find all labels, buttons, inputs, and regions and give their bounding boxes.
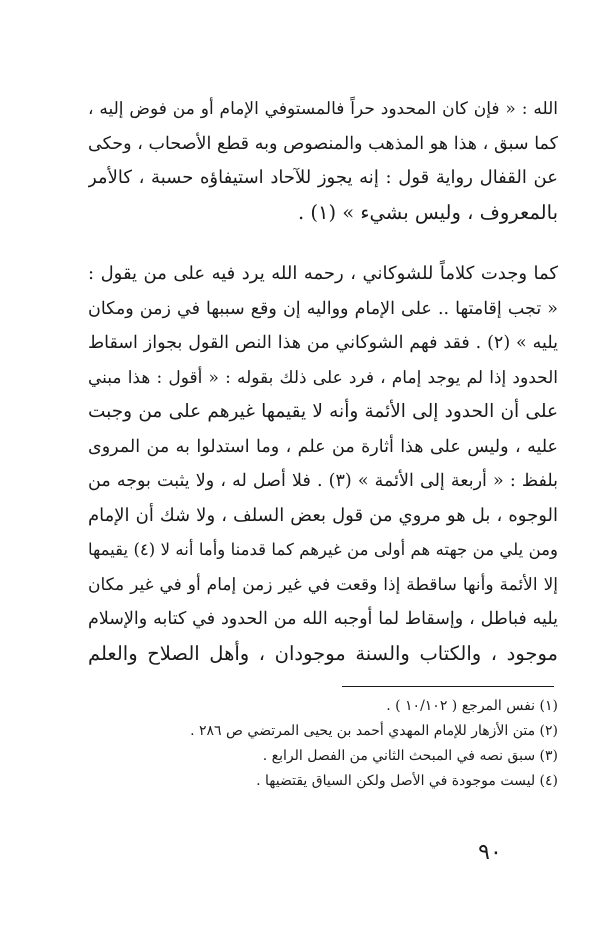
body-line: على أن الحدود إلى الأئمة وأنه لا يقيمها غيرهم على من وجبت — [88, 401, 558, 422]
body-line: كما وجدت كلاماً للشوكاني ، رحمه الله يرد فيه على من يقول : — [88, 263, 558, 284]
footnotes — [88, 694, 558, 794]
body-line: بلفظ : « أربعة إلى الأئمة » (٣) . فلا أصل له ، ولا يثبت بوجه من — [88, 471, 558, 491]
paragraph-2 — [88, 257, 558, 671]
body-line: عن القفال رواية قول : إنه يجوز للآحاد استيفاؤه حسبة ، كالأمر — [88, 167, 558, 188]
body-line: « تجب إقامتها .. على الإمام وواليه إن وقع سببها في زمن ومكان — [88, 298, 558, 319]
body-line: الله : « فإن كان المحدود حراً فالمستوفي الإمام أو من فوض إليه ، — [88, 99, 558, 119]
paragraph-1 — [88, 92, 558, 230]
body-line: الوجوه ، بل هو مروي من قول بعض السلف ، ولا شك أن الإمام — [88, 504, 558, 526]
body-line: بالمعروف ، وليس بشيء » (١) . — [297, 200, 558, 224]
body-line: عليه ، وليس على هذا أثارة من علم ، وما استدلوا به من المروى — [88, 436, 558, 457]
footnote-separator — [342, 686, 554, 687]
body-line: يليه » (٢) . فقد فهم الشوكاني من هذا النص القول بجواز اسقاط — [88, 333, 558, 353]
footnote: (٢) متن الأزهار للإمام المهدي أحمد بن يحيى المرتضي ص ٢٨٦ . — [190, 723, 558, 739]
body-line: إلا الأئمة وأنها ساقطة إذا وقعت في غير زمن إمام أو في غير مكان — [88, 574, 558, 595]
body-line: موجود ، والكتاب والسنة موجودان ، وأهل الصلاح والعلم — [88, 641, 558, 665]
page-number: ٩٠ — [478, 840, 502, 865]
footnote: (٤) ليست موجودة في الأصل ولكن السياق يقتضيها . — [256, 773, 558, 789]
body-line: كما سبق ، هذا هو المذهب والمنصوص وبه قطع الأصحاب ، وحكى — [88, 133, 558, 154]
body-line: الحدود إذا لم يوجد إمام ، فرد على ذلك بقوله : « أقول : هذا مبني — [88, 367, 558, 388]
footnote: (٣) سبق نصه في المبحث الثاني من الفصل الرابع . — [262, 748, 558, 764]
footnote: (١) نفس المرجع ( ١٠/١٠٢ ) . — [386, 698, 558, 714]
body-line: ومن يلي من جهته هم أولى من غيرهم كما قدمنا وأما أنه لا (٤) يقيمها — [88, 540, 558, 559]
body-line: يليه فباطل ، وإسقاط لما أوجبه الله من الحدود في كتابه والإسلام — [88, 609, 558, 629]
